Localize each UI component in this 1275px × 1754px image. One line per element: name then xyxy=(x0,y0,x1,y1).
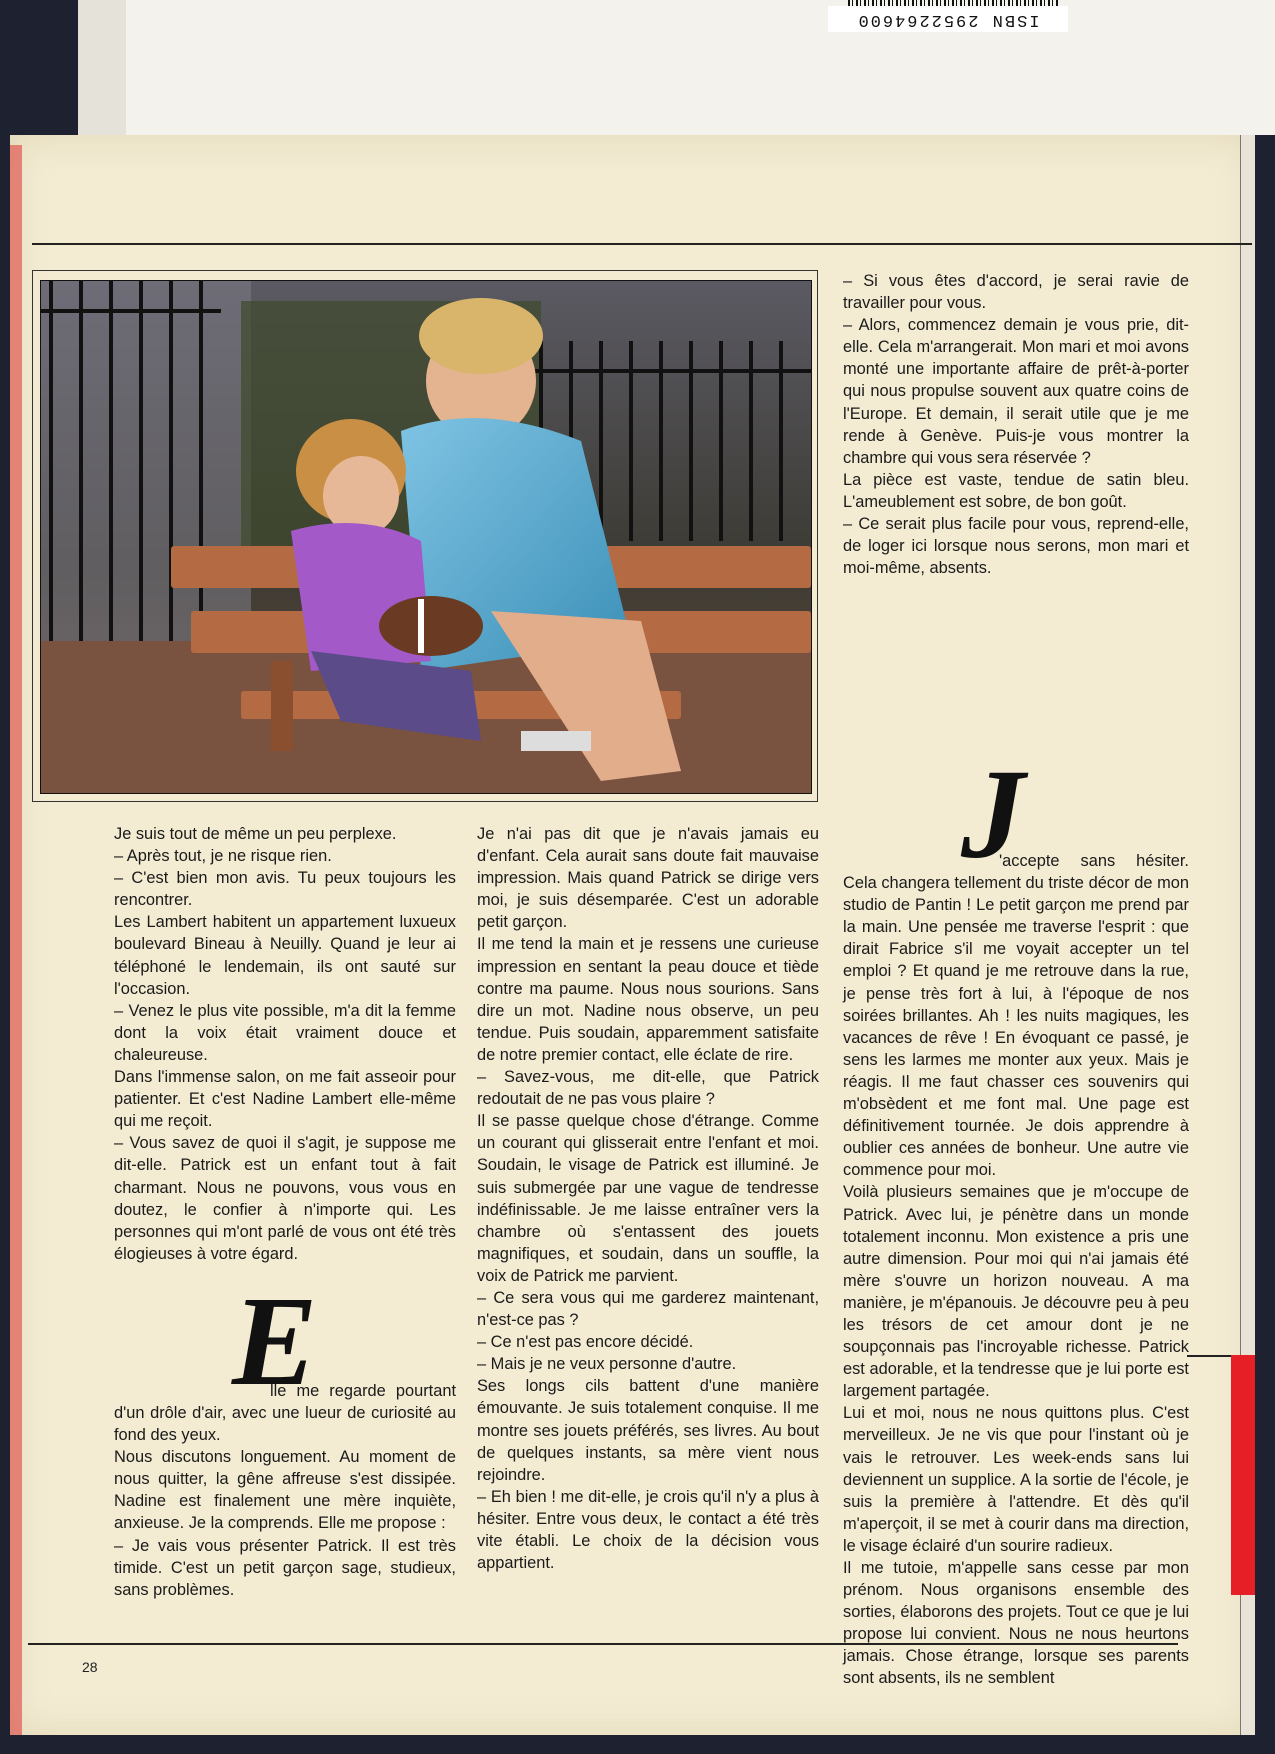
page-number: 28 xyxy=(82,1659,98,1675)
paragraph: – Après tout, je ne risque rien. xyxy=(114,847,332,866)
paragraph: Je n'ai pas dit que je n'avais jamais eu d'enfant. Cela aurait sans doute fait mauvaise impression. Mais quand Patrick se dirige vers moi, je suis désemparée. C'est un adorable petit garçon. xyxy=(477,825,819,932)
isbn-label: ISBN 2952264600 xyxy=(828,6,1068,32)
underlying-page xyxy=(78,0,1275,135)
dropcap-block xyxy=(843,743,1189,885)
paragraph: – Vous savez de quoi il s'agit, je suppose me dit-elle. Patrick est un enfant tout à fait charmant. Nous ne pouvons, vous vous en doutez, le confier à n'importe qui. Les personnes qui m'ont parlé de vous ont été très élogieuses à votre égard. xyxy=(114,1134,456,1263)
column-3-top xyxy=(843,270,1189,579)
column-1 xyxy=(114,823,456,1601)
paragraph: – Eh bien ! me dit-elle, je crois qu'il n'y a plus à hésiter. Entre vous deux, le contact a été très vite établi. Le choix de la décision vous appartient. xyxy=(477,1487,819,1573)
red-tab xyxy=(1231,1355,1255,1595)
paragraph: Voilà plusieurs semaines que je m'occupe de Patrick. Avec lui, je pénètre dans un monde totalement inconnu. Mon existence a pris une autre dimension. Pour moi qui n'ai jamais été mère s'ouvre un horizon nouveau. A ma manière, je m'épanouis. Je découvre peu à peu les trésors de cet amour dont je ne soupçonnais pas l'incroyable richesse. Patrick est adorable, et la tendresse que je lui porte est largement partagée. xyxy=(843,1183,1189,1401)
paragraph: La pièce est vaste, tendue de satin bleu. L'ameublement est sobre, de bon goût. xyxy=(843,470,1189,511)
paragraph: Dans l'immense salon, on me fait asseoir pour patienter. Et c'est Nadine Lambert elle-même qui me reçoit. xyxy=(114,1068,456,1131)
paragraph: Les Lambert habitent un appartement luxueux boulevard Bineau à Neuilly. Quand je leur ai téléphoné le lendemain, ils ont sauté sur l'occasion. xyxy=(114,913,456,998)
divider-line xyxy=(1187,1355,1231,1357)
photo-illustration xyxy=(41,281,811,793)
paragraph: – Mais je ne veux personne d'autre. xyxy=(477,1355,737,1374)
magazine-page xyxy=(10,135,1255,1735)
paragraph: – Ce n'est pas encore décidé. xyxy=(477,1333,694,1352)
paragraph: – Venez le plus vite possible, m'a dit la femme dont la voix était vraiment douce et chaleureuse. xyxy=(114,1001,456,1064)
paragraph xyxy=(843,850,1189,1181)
paragraph: – Savez-vous, me dit-elle, que Patrick redoutait de ne pas vous plaire ? xyxy=(477,1068,819,1109)
dropcap-letter: J xyxy=(961,743,1025,885)
dropcap-continuation: 'accepte sans hésiter. Cela changera tellement du triste décor de mon studio de Pantin ! Le petit garçon me prend par la main. Une pensée me traverse l'esprit : que dirait Fabrice s'il me voyait accepter un tel emploi ? Et quand je me retrouve dans la rue, je pense très fort à lui, à l'époque de nos soirées brillantes. Ah ! les nuits magiques, les vacances de rêve ! En évoquant ce passé, je sens les larmes me monter aux yeux. Mais je réagis. Il me faut chasser ces souvenirs qui m'obsèdent et me font mal. Une page est définitivement tournée. Je dois apprendre à oublier ces années de bonheur. Une autre vie commence pour moi. xyxy=(843,852,1189,1180)
paragraph: Lui et moi, nous ne nous quittons plus. C'est merveilleux. Je ne vis que pour l'instant où je vais le retrouver. Les week-ends sans lui deviennent un supplice. A la sortie de l'école, je suis la première à l'attendre. Et dès qu'il m'aperçoit, il se met à courir dans ma direction, le visage éclairé d'un sourire radieux. xyxy=(843,1404,1189,1555)
paragraph: Il me tend la main et je ressens une curieuse impression en sentant la peau douce et tiède contre ma paume. Nous nous sourions. Sans dire un mot. Nadine nous observe, un peu tendue. Puis soudain, apparemment satisfaite de notre premier contact, elle éclate de rire. xyxy=(477,935,819,1064)
paragraph: – C'est bien mon avis. Tu peux toujours les rencontrer. xyxy=(114,869,456,910)
paragraph: Nous discutons longuement. Au moment de nous quitter, la gêne affreuse s'est dissipée. Nadine est finalement une mère inquiète, anxieuse. Je la comprends. Elle me propose : xyxy=(114,1448,456,1533)
dropcap-continuation: lle me regarde pourtant d'un drôle d'air, avec une lueur de curiosité au fond des yeux. xyxy=(114,1381,456,1445)
paragraph: Il me tutoie, m'appelle sans cesse par mon prénom. Nous organisons ensemble des sorties, élaborons des projets. Tout ce que je lui propose lui convient. Nous ne nous heurtons jamais. Chose étrange, lorsque ses parents sont absents, ils ne semblent xyxy=(843,1559,1189,1688)
column-2 xyxy=(477,823,819,1574)
paragraph: – Ce sera vous qui me garderez maintenant, n'est-ce pas ? xyxy=(477,1288,819,1330)
paragraph: – Ce serait plus facile pour vous, reprend-elle, de loger ici lorsque nous serons, mon mari et moi-même, absents. xyxy=(843,515,1189,578)
paragraph: – Je vais vous présenter Patrick. Il est très timide. C'est un petit garçon sage, studieux, sans problèmes. xyxy=(114,1536,456,1599)
page-fold xyxy=(78,0,126,135)
paragraph: Il se passe quelque chose d'étrange. Comme un courant qui glisserait entre l'enfant et moi. Soudain, le visage de Patrick est illuminé. Je suis submergée par une vague de tendresse indéfinissable. Je me laisse entraîner vers la chambre où s'entassent des jouets magnifiques, et soudain, dans un souffle, la voix de Patrick me parvient. xyxy=(477,1112,819,1285)
paragraph: – Alors, commencez demain je vous prie, dit-elle. Cela m'arrangerait. Mon mari et moi avons monté une importante affaire de prêt-à-porter qui nous propulse souvent aux quatre coins de l'Europe. Et demain, il serait utile que je me rende à Genève. Puis-je vous montrer la chambre qui vous sera réservée ? xyxy=(843,316,1189,467)
column-3-bottom xyxy=(843,743,1189,1690)
photo xyxy=(40,280,812,794)
dropcap-letter: E xyxy=(232,1269,318,1412)
top-rule xyxy=(32,243,1252,245)
paragraph: Ses longs cils battent d'une manière émouvante. Je suis totalement conquise. Il me montre ses jouets préférés, ses livres. Au bout de quelques instants, sa mère vient nous rejoindre. xyxy=(477,1377,819,1484)
paragraph: Je suis tout de même un peu perplexe. xyxy=(114,825,397,843)
dropcap-block xyxy=(114,1265,456,1412)
paragraph: – Si vous êtes d'accord, je serai ravie de travailler pour vous. xyxy=(843,272,1189,313)
page-edge xyxy=(10,145,22,1735)
